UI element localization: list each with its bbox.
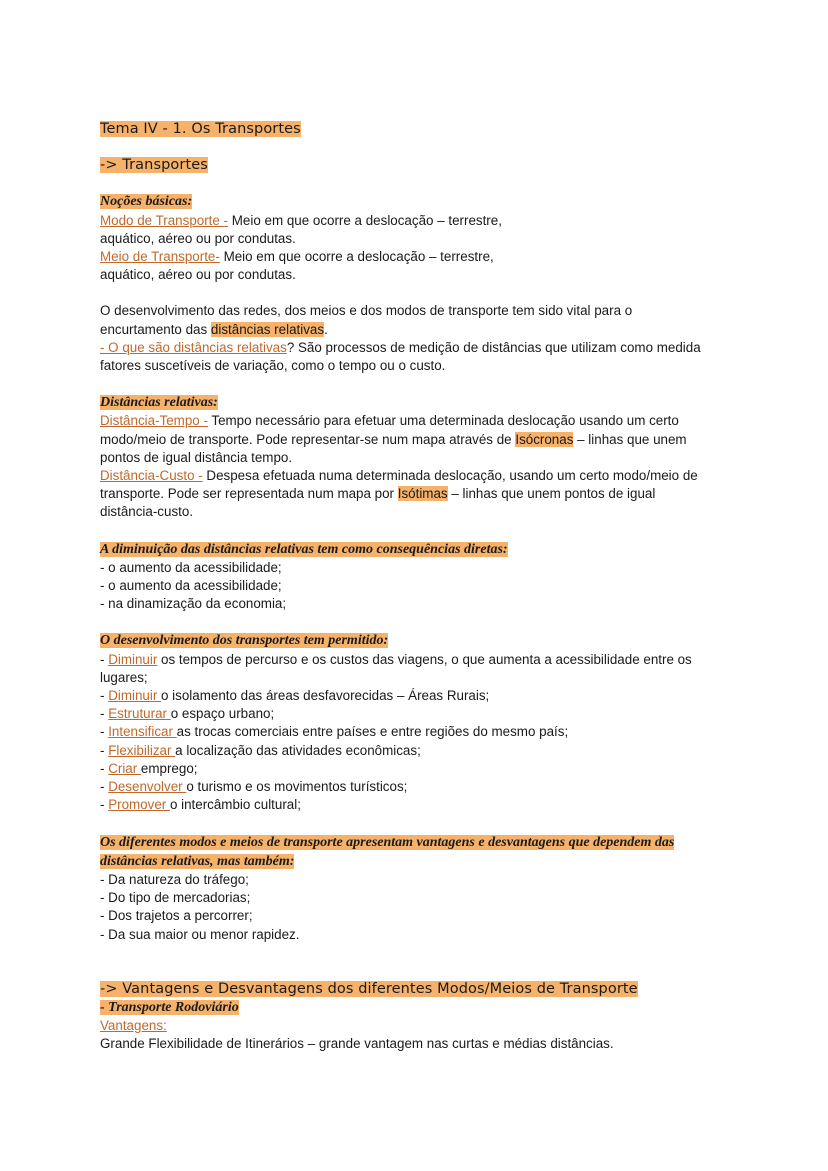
rodoviario-subheading: - Transporte Rodoviário [100, 999, 239, 1015]
consequencias-heading: A diminuição das distâncias relativas tem como consequências diretas: [100, 541, 508, 557]
meio-text-2: aquático, aéreo ou por condutas. [100, 267, 296, 283]
modo-term-link[interactable]: Modo de Transporte - [100, 212, 229, 228]
modo-text-2: aquático, aéreo ou por condutas. [100, 230, 296, 246]
list-item: - Promover o intercâmbio cultural; [100, 797, 301, 813]
estruturar-link[interactable]: Estruturar [108, 706, 171, 722]
distancias-relativas-highlight: distâncias relativas [210, 321, 325, 337]
diminuir-link-2[interactable]: Diminuir [108, 688, 162, 704]
list-item: - na dinamização da economia; [100, 596, 287, 612]
intro-line-1: O desenvolvimento das redes, dos meios e dos modos de transporte tem sido vital para o [100, 303, 633, 319]
tempo-definition [100, 412, 740, 430]
list-item: - Da natureza do tráfego; [100, 871, 249, 887]
document-body [100, 120, 740, 1054]
list-item: - o aumento da acessibilidade; [100, 559, 282, 575]
custo-text-3: – linhas que unem pontos de igual [447, 486, 656, 502]
list-item: - Dos trajetos a percorrer; [100, 908, 253, 924]
intro-line-2 [100, 321, 740, 339]
custo-term-link[interactable]: Distância-Custo - [100, 468, 203, 484]
custo-definition [100, 467, 740, 485]
question-text: ? São processos de medição de distâncias que utilizam como medida [286, 339, 701, 355]
list-item-continuation: lugares; [100, 669, 148, 685]
tempo-text-2: modo/meio de transporte. Pode representar-se num mapa através de [100, 431, 516, 447]
list-item: - Da sua maior ou menor rapidez. [100, 926, 300, 942]
list-item: - Criar emprego; [100, 760, 198, 776]
question-line-2: fatores suscetíveis de variação, como o tempo ou o custo. [100, 358, 446, 374]
tempo-text-3: – linhas que unem [573, 431, 687, 447]
meio-text: Meio em que ocorre a deslocação – terrestre, [219, 249, 494, 265]
isotimas-highlight: Isótimas [397, 486, 448, 502]
tempo-line-2 [100, 431, 740, 449]
list-item: - Flexibilizar a localização das atividades econômicas; [100, 742, 421, 758]
meio-term-link[interactable]: Meio de Transporte- [100, 249, 220, 265]
desenvolvimento-heading: O desenvolvimento dos transportes tem permitido: [100, 633, 389, 649]
tempo-text: Tempo necessário para efetuar uma determinada deslocação usando um certo [207, 413, 679, 429]
vantagens-section-heading: -> Vantagens e Desvantagens dos diferentes Modos/Meios de Transporte [100, 980, 638, 997]
nocoes-heading: Noções básicas: [100, 194, 193, 210]
flexibilizar-link[interactable]: Flexibilizar [108, 742, 176, 758]
custo-text-2: transporte. Pode ser representada num mapa por [100, 486, 398, 502]
distancias-heading: Distâncias relativas: [100, 395, 218, 411]
vantagens-text: Grande Flexibilidade de Itinerários – grande vantagem nas curtas e médias distâncias. [100, 1036, 614, 1052]
list-item: - o aumento da acessibilidade; [100, 578, 282, 594]
question-link[interactable]: - O que são distâncias relativas [100, 339, 287, 355]
list-item: - Diminuir o isolamento das áreas desfavorecidas – Áreas Rurais; [100, 688, 490, 704]
list-item: - Desenvolver o turismo e os movimentos turísticos; [100, 779, 408, 795]
tempo-term-link[interactable]: Distância-Tempo - [100, 413, 208, 429]
custo-line-3: distância-custo. [100, 504, 194, 520]
isocronas-highlight: Isócronas [515, 431, 574, 447]
intensificar-link[interactable]: Intensificar [108, 724, 177, 740]
custo-line-2 [100, 485, 740, 503]
intro-text: encurtamento das [100, 321, 211, 337]
criar-link[interactable]: Criar [108, 760, 141, 776]
modos-heading: Os diferentes modos e meios de transporte apresentam vantagens e desvantagens que dependem das [100, 834, 675, 850]
promover-link[interactable]: Promover [108, 797, 170, 813]
list-item: - Do tipo de mercadorias; [100, 890, 251, 906]
page-title: Tema IV - 1. Os Transportes [100, 121, 301, 137]
list-item: - Diminuir os tempos de percurso e os custos das viagens, o que aumenta a acessibilidade entre os [100, 651, 692, 667]
list-item: - Estruturar o espaço urbano; [100, 706, 275, 722]
section-heading-transportes: -> Transportes [100, 157, 208, 174]
list-item: - Intensificar as trocas comerciais entre países e entre regiões do mesmo país; [100, 724, 569, 740]
diminuir-link[interactable]: Diminuir [108, 651, 158, 667]
modo-definition [100, 212, 740, 230]
question-line [100, 339, 740, 357]
custo-text: Despesa efetuada numa determinada deslocação, usando um certo modo/meio de [202, 468, 698, 484]
intro-end: . [324, 321, 328, 337]
modo-text: Meio em que ocorre a deslocação – terrestre, [228, 212, 502, 228]
tempo-line-3: pontos de igual distância tempo. [100, 449, 293, 465]
meio-definition [100, 248, 740, 266]
vantagens-label-link[interactable]: Vantagens: [100, 1018, 167, 1034]
modos-heading-2: distâncias relativas, mas também: [100, 853, 295, 869]
desenvolver-link[interactable]: Desenvolver [108, 779, 187, 795]
